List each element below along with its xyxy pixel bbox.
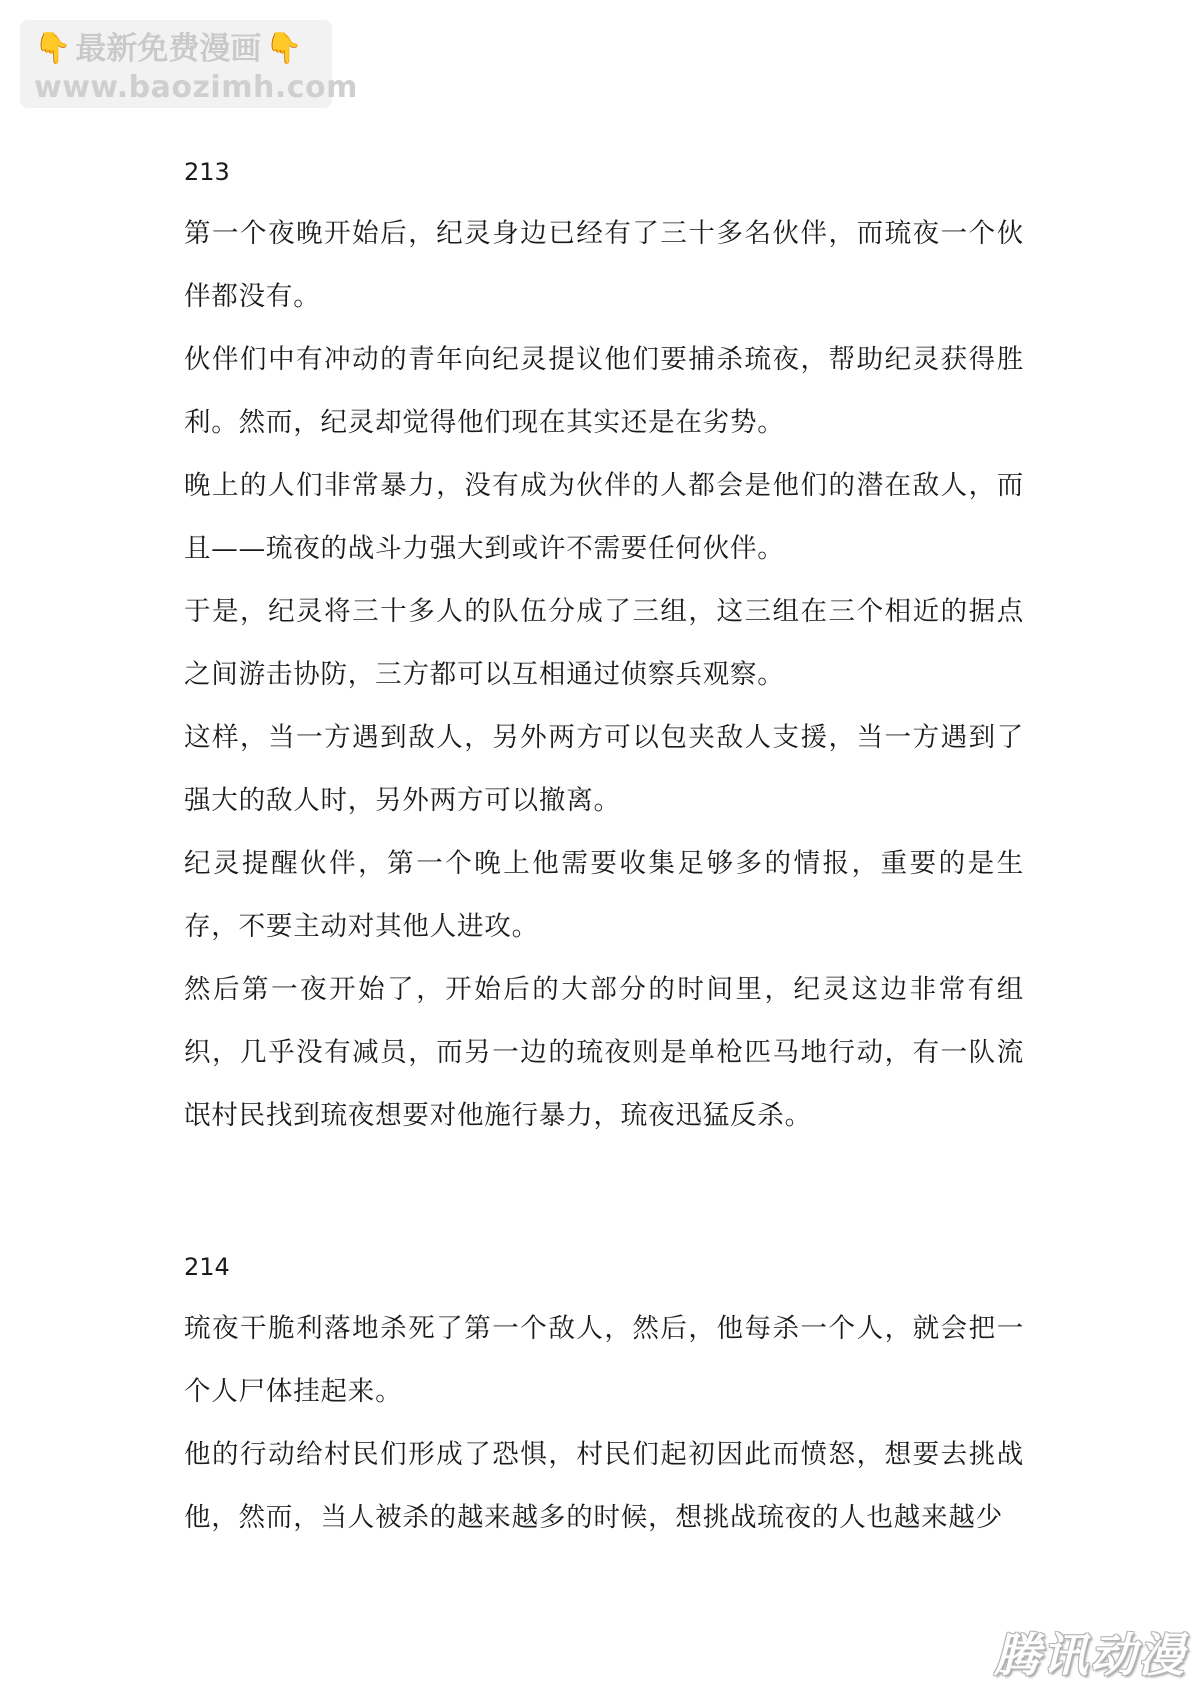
paragraph: 然后第一夜开始了，开始后的大部分的时间里，纪灵这边非常有组织，几乎没有减员，而另一边的琉夜则是单枪匹马地行动，有一队流氓村民找到琉夜想要对他施行暴力，琉夜迅猛反杀。 — [184, 974, 1024, 1131]
watermark-title-row — [34, 30, 318, 68]
document-body — [184, 152, 1024, 1549]
paragraph: 第一个夜晚开始后，纪灵身边已经有了三十多名伙伴，而琉夜一个伙伴都没有。 — [184, 218, 1024, 312]
tencent-comics-watermark: 腾讯动漫 — [994, 1628, 1186, 1682]
chapter-number: 213 — [184, 158, 230, 186]
paragraph: 纪灵提醒伙伴，第一个晚上他需要收集足够多的情报，重要的是生存，不要主动对其他人进攻。 — [184, 848, 1024, 942]
chapter-number: 214 — [184, 1253, 230, 1281]
watermark-title: 最新免费漫画 — [75, 31, 262, 67]
watermark-url: www.baozimh.com — [34, 70, 358, 105]
paragraph: 他的行动给村民们形成了恐惧，村民们起初因此而愤怒，想要去挑战他，然而，当人被杀的越来越多的时候，想挑战琉夜的人也越来越少 — [184, 1439, 1024, 1533]
paragraph: 这样，当一方遇到敌人，另外两方可以包夹敌人支援，当一方遇到了强大的敌人时，另外两方可以撤离。 — [184, 722, 1024, 816]
paragraph: 伙伴们中有冲动的青年向纪灵提议他们要捕杀琉夜，帮助纪灵获得胜利。然而，纪灵却觉得他们现在其实还是在劣势。 — [184, 344, 1024, 438]
paragraph: 于是，纪灵将三十多人的队伍分成了三组，这三组在三个相近的据点之间游击协防，三方都可以互相通过侦察兵观察。 — [184, 596, 1024, 690]
paragraph: 琉夜干脆利落地杀死了第一个敌人，然后，他每杀一个人，就会把一个人尸体挂起来。 — [184, 1313, 1024, 1407]
paragraph: 晚上的人们非常暴力，没有成为伙伴的人都会是他们的潜在敌人，而且——琉夜的战斗力强大到或许不需要任何伙伴。 — [184, 470, 1024, 564]
pointing-down-hand-icon: 👇 — [265, 31, 303, 66]
pointing-down-hand-icon: 👇 — [34, 31, 72, 66]
watermark-badge — [20, 20, 358, 108]
